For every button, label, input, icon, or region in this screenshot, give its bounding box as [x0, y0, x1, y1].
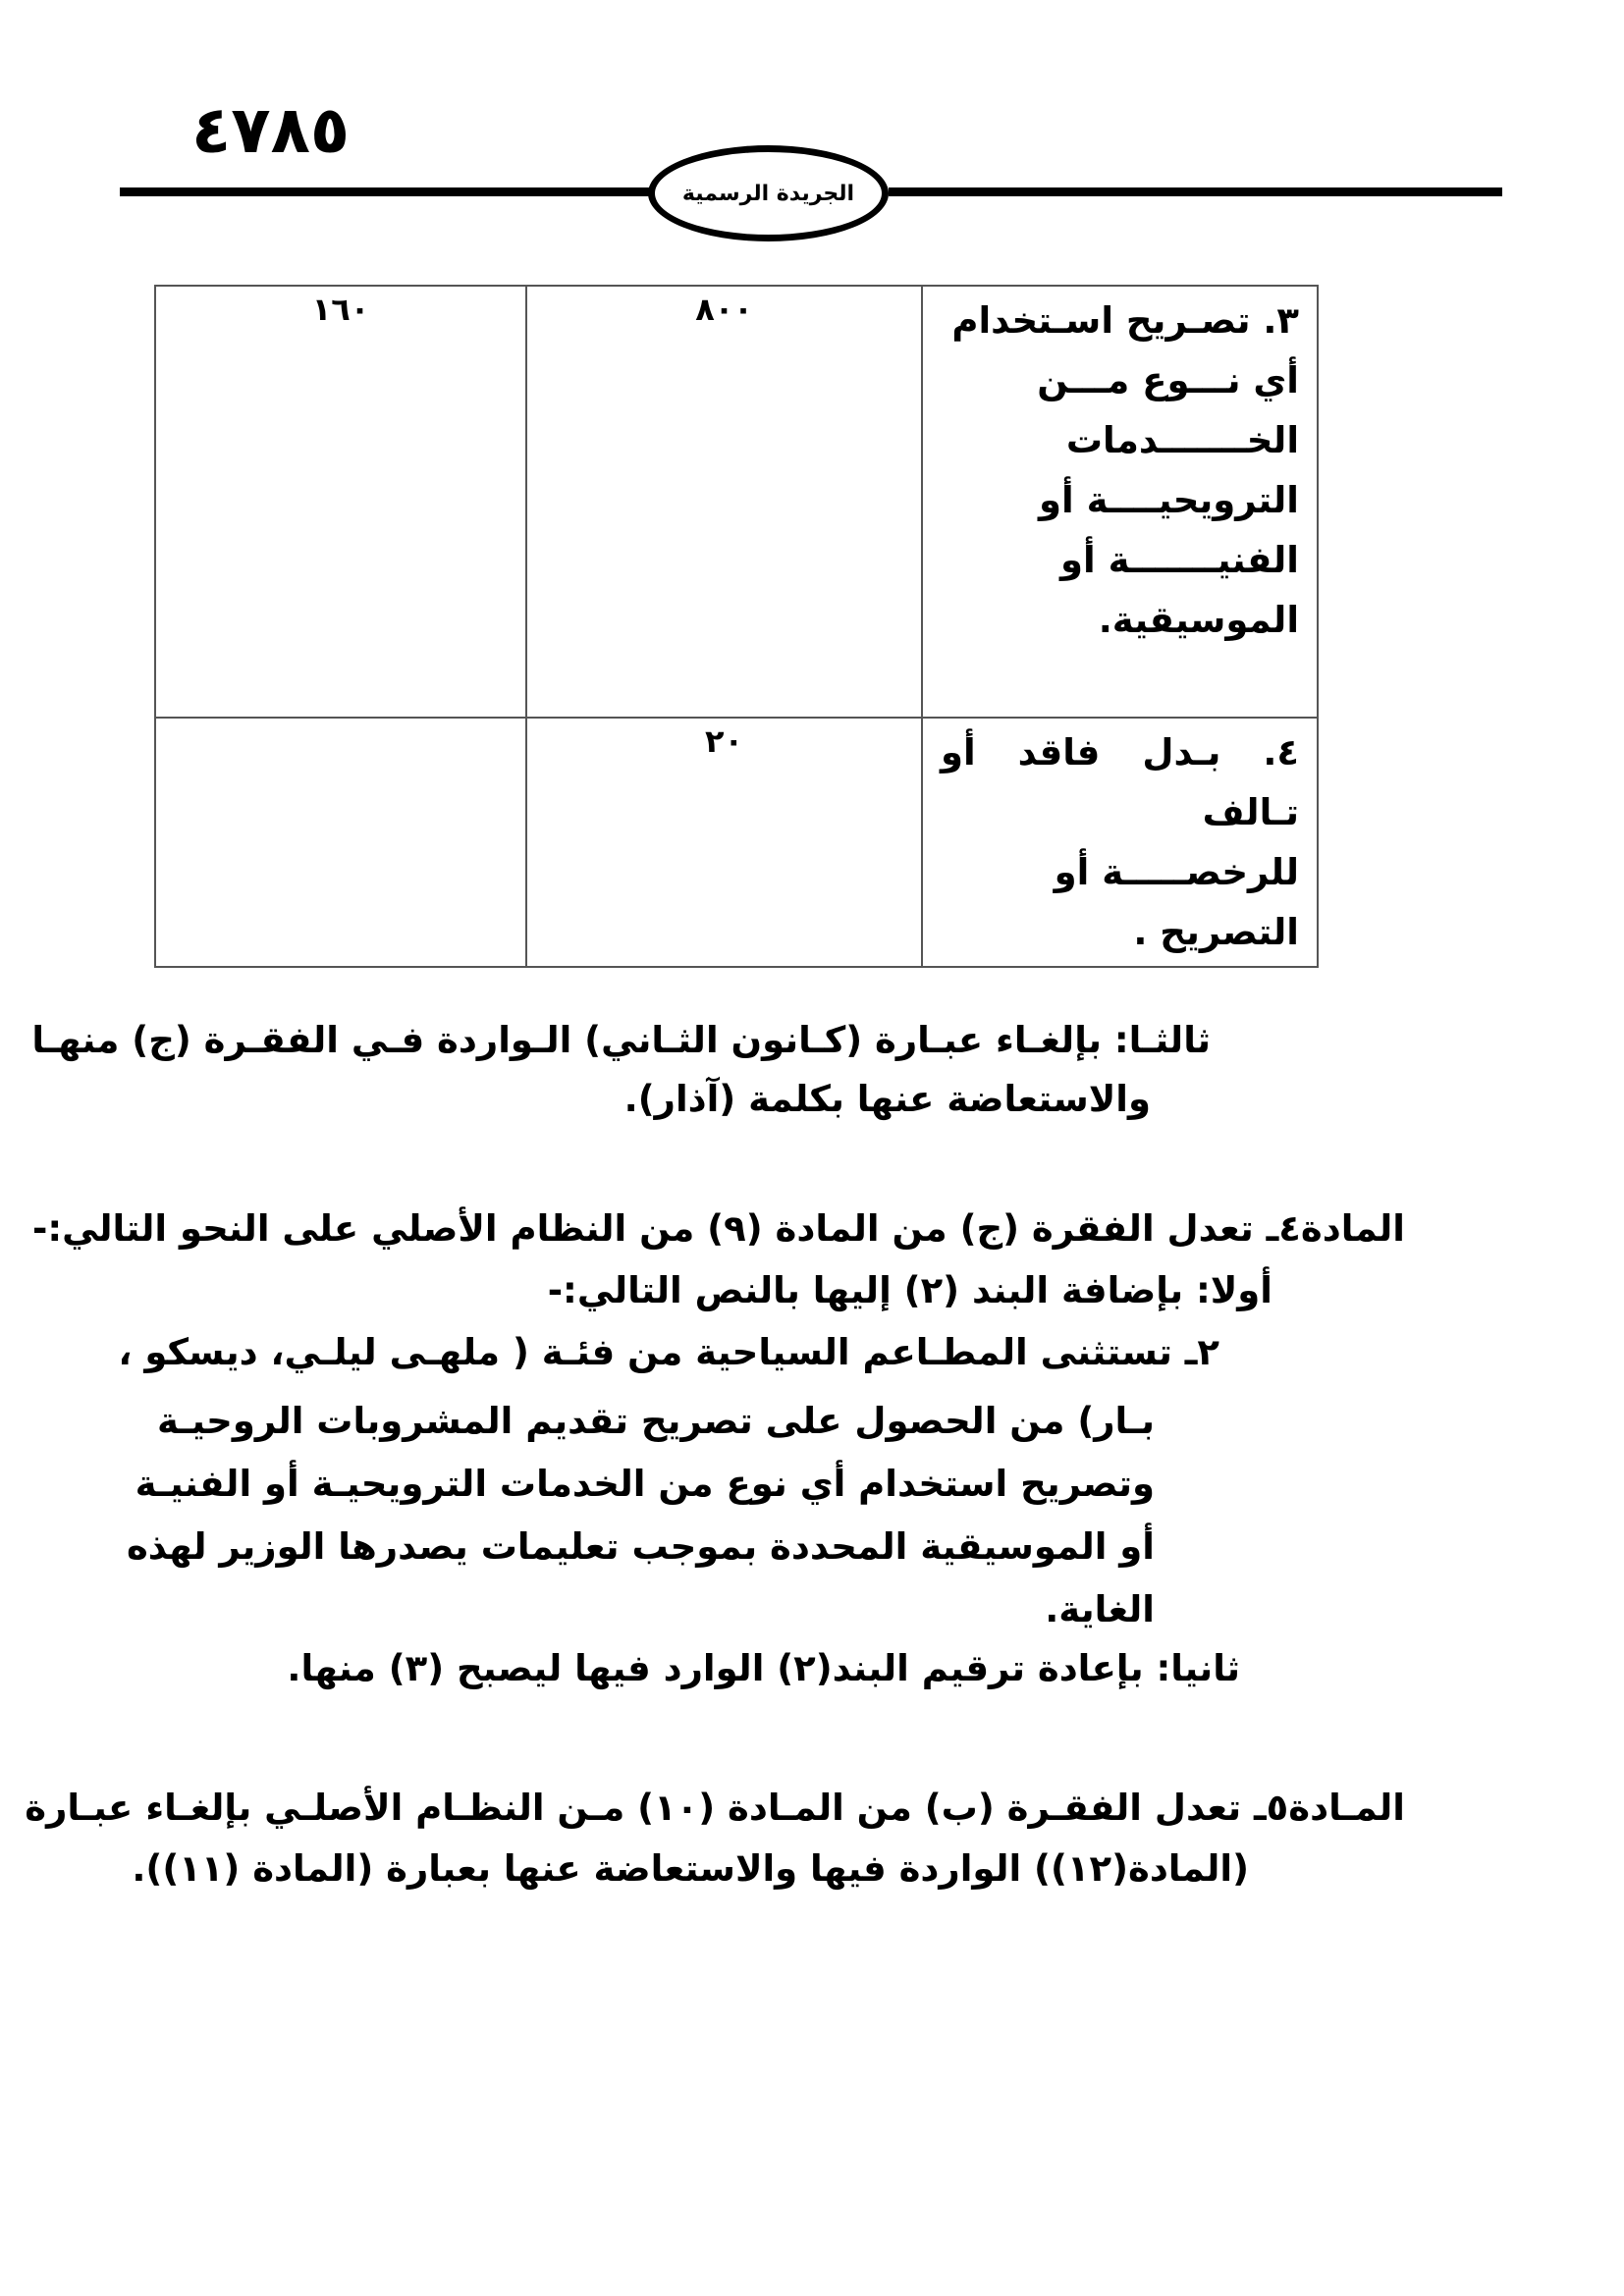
- article3-third-line2: والاستعاضة عنها بكلمة (آذار).: [623, 1078, 1151, 1120]
- fee-middle-value: ٨٠٠: [526, 286, 922, 718]
- article4-item2-line: الغاية.: [1045, 1588, 1155, 1630]
- fee-description-line: أي نـــوع مـــن: [1037, 359, 1299, 401]
- fee-description-line: الموسيقية.: [1098, 599, 1299, 641]
- article4-first: أولا: بإضافة البند (٢) إليها بالنص التالي:-: [547, 1269, 1272, 1311]
- article5-line1: المـادة٥ـ تعدل الفقـرة (ب) من المـادة (١٠) مـن النظـام الأصلـي بإلغـاء عبـارة: [25, 1787, 1405, 1829]
- gazette-title: الجريدة الرسمية: [681, 181, 855, 206]
- table-row: [155, 718, 1318, 967]
- fee-description-cell: [922, 286, 1318, 718]
- fee-middle-value: ٢٠: [526, 718, 922, 967]
- fee-description-line: الترويحيــــة أو: [1039, 479, 1299, 521]
- article4-item2-line: أو الموسيقية المحددة بموجب تعليمات يصدرها الوزير لهذه: [126, 1525, 1155, 1568]
- fee-description-line: ٤. بـدل فاقد أو تـالف: [941, 731, 1299, 833]
- article5-line2: (المادة(١٢)) الواردة فيها والاستعاضة عنها بعبارة (المادة (١١)).: [132, 1847, 1249, 1890]
- header-rule-left: [120, 187, 650, 196]
- fee-left-value: [155, 718, 526, 967]
- article4-item2-line: بـار) من الحصول على تصريح تقديم المشروبات الروحيـة: [156, 1400, 1155, 1442]
- header-rule-right: [889, 187, 1502, 196]
- fee-description-line: التصريح .: [1133, 911, 1299, 953]
- article4-second: ثانيا: بإعادة ترقيم البند(٢) الوارد فيها ليصبح (٣) منها.: [287, 1647, 1240, 1689]
- fee-description-line: ٣. تصـريح اسـتخدام: [951, 299, 1299, 342]
- page-number: ٤٧٨٥: [191, 92, 351, 168]
- article4-item2-line: ٢ـ تستثنى المطـاعم السياحية من فئـة ( ملهـى ليلـي، ديسكو ،: [118, 1331, 1219, 1373]
- fee-description-line: الخـــــــدمات: [1065, 419, 1299, 461]
- article3-third-line1: ثالثـا: بإلغـاء عبـارة (كـانون الثـاني) الـواردة فـي الفقـرة (ج) منهـا: [31, 1019, 1211, 1061]
- fee-description-line: الفنيـــــــة أو: [1060, 539, 1299, 581]
- table-row: [155, 286, 1318, 718]
- gazette-title-oval: [648, 145, 889, 241]
- fee-left-value: ١٦٠: [155, 286, 526, 718]
- fees-table: [154, 285, 1319, 968]
- fee-description-cell: [922, 718, 1318, 967]
- fee-description-line: للرخصـــــة أو: [1054, 851, 1299, 893]
- article4-item2-line: وتصريح استخدام أي نوع من الخدمات الترويحيـة أو الفنيـة: [135, 1463, 1155, 1505]
- article4-heading: المادة٤ـ تعدل الفقرة (ج) من المادة (٩) من النظام الأصلي على النحو التالي:-: [32, 1207, 1405, 1250]
